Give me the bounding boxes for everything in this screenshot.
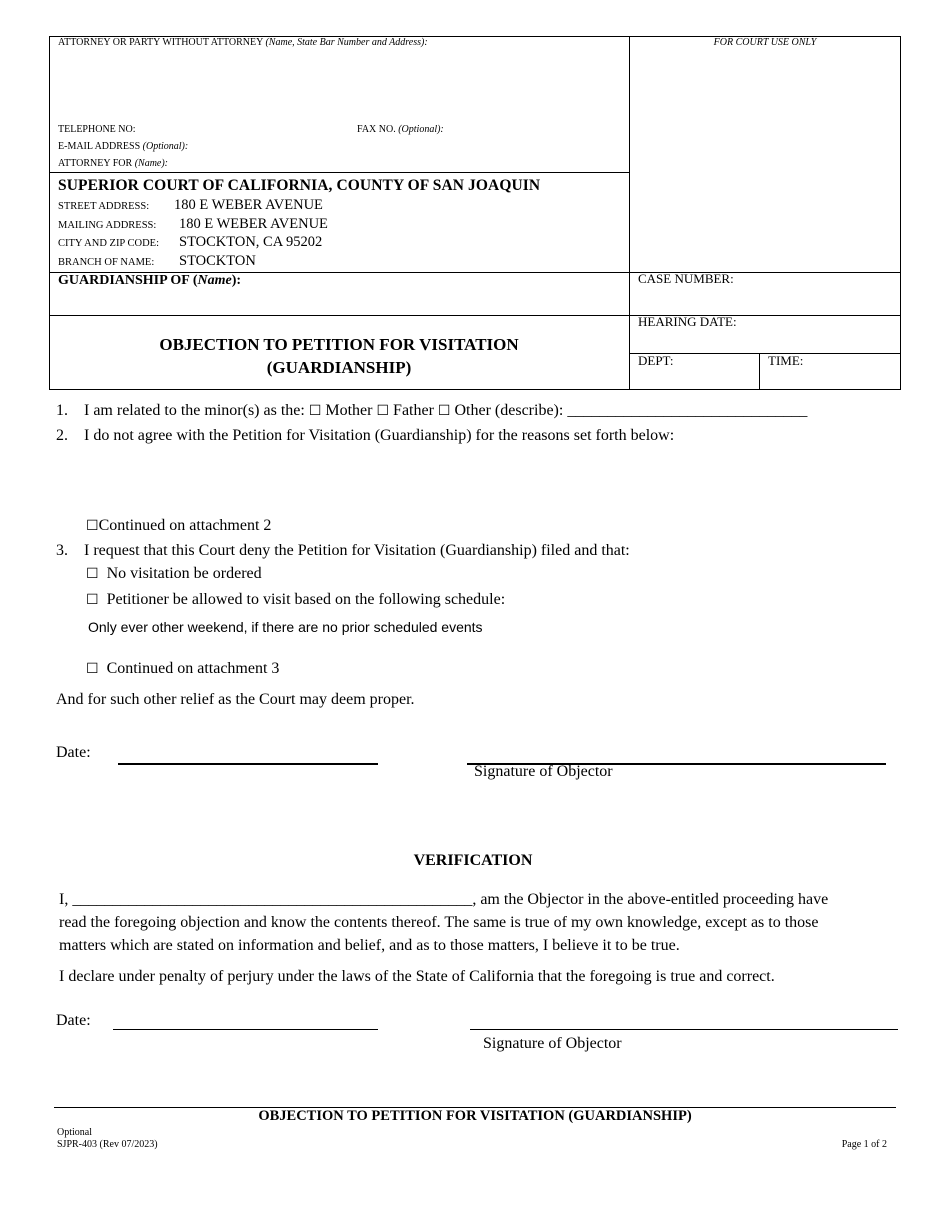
no-visitation-label: No visitation be ordered [106,565,262,582]
attachment-3-option [86,660,279,678]
father-label: Father [393,402,434,419]
item-2-number: 2. [56,427,68,444]
branch-value: STOCKTON [179,253,256,269]
attachment-3-checkbox[interactable]: ☐ [86,661,99,677]
item-2-text: I do not agree with the Petition for Visitation (Guardianship) for the reasons set forth below: [84,427,675,444]
footer-form-id: SJPR-403 (Rev 07/2023) [57,1139,158,1150]
attorney-divider [49,172,630,173]
street-label: STREET ADDRESS: [58,201,150,212]
document-title: OBJECTION TO PETITION FOR VISITATION (GUARDIANSHIP) [159,335,519,377]
branch-label: BRANCH OF NAME: [58,257,155,268]
schedule-label: Petitioner be allowed to visit based on the following schedule: [106,591,506,608]
no-visitation-checkbox[interactable]: ☐ [86,566,99,582]
other-label: Other (describe): [454,402,564,419]
attachment-2-checkbox[interactable]: ☐ [86,518,99,534]
mother-checkbox[interactable]: ☐ [308,403,322,419]
item-3-number: 3. [56,542,68,559]
city-label: CITY AND ZIP CODE: [58,238,160,249]
signature-field-2[interactable] [470,1029,898,1030]
footer-optional: Optional [57,1127,92,1138]
verification-line-3: matters which are stated on information and belief, and as to those matters, I believe it to be true. [59,937,680,954]
footer-page-number: Page 1 of 2 [841,1139,887,1150]
perjury-declaration: I declare under penalty of perjury under the laws of the State of California that the foregoing is true and correct. [59,968,775,985]
verification-line-2: read the foregoing objection and know the contents thereof. The same is true of my own knowledge, except as to those [59,914,819,931]
date-field-2[interactable] [113,1029,378,1030]
telephone-label: TELEPHONE NO: [58,124,136,135]
border-right [900,36,901,390]
guardianship-divider [49,315,901,316]
column-divider [629,36,630,390]
schedule-option [86,591,505,609]
signature-label-1: Signature of Objector [474,763,613,780]
date-label-2: Date: [56,1012,91,1029]
no-visitation-option [86,565,262,583]
court-name: SUPERIOR COURT OF CALIFORNIA, COUNTY OF SAN JOAQUIN [58,177,541,194]
signature-label-2: Signature of Objector [483,1035,622,1052]
item-3-text: I request that this Court deny the Petition for Visitation (Guardianship) filed and that: [84,542,630,559]
case-number-label: CASE NUMBER: [638,271,734,286]
mother-label: Mother [325,402,373,419]
caption-header [49,36,901,390]
dept-time-divider [759,353,760,390]
verification-line-1: I, __________________________________________________, am the Objector in the above-entitled proceeding have [59,891,829,908]
city-value: STOCKTON, CA 95202 [179,234,323,250]
mailing-value: 180 E WEBER AVENUE [179,216,328,232]
street-value: 180 E WEBER AVENUE [174,197,323,213]
other-checkbox[interactable]: ☐ [437,403,451,419]
email-label: E-MAIL ADDRESS (Optional): [58,141,189,152]
item-1-number: 1. [56,402,68,419]
attorney-for-label: ATTORNEY FOR (Name): [58,158,169,169]
hearing-date-label: HEARING DATE: [638,314,737,329]
mailing-label: MAILING ADDRESS: [58,220,157,231]
border-bottom [49,389,901,390]
schedule-value-field[interactable]: Only ever other weekend, if there are no prior scheduled events [88,619,483,635]
date-label-1: Date: [56,744,91,761]
attachment-2-option [86,517,271,535]
attachment-2-label: Continued on attachment 2 [98,517,272,534]
verification-heading: VERIFICATION [413,852,533,869]
item-1 [84,402,807,420]
dept-label: DEPT: [638,353,674,368]
other-describe-field[interactable]: ______________________________ [567,402,808,419]
guardianship-label: GUARDIANSHIP OF (Name): [58,273,242,288]
attachment-3-label: Continued on attachment 3 [106,660,280,677]
fax-label: FAX NO. (Optional): [357,124,444,135]
other-relief-text: And for such other relief as the Court may deem proper. [56,691,415,708]
father-checkbox[interactable]: ☐ [376,403,390,419]
footer-title: OBJECTION TO PETITION FOR VISITATION (GUARDIANSHIP) [258,1108,692,1124]
schedule-checkbox[interactable]: ☐ [86,592,99,608]
court-use-label: FOR COURT USE ONLY [713,37,817,48]
date-field-1[interactable] [118,763,378,765]
verification-paragraph [59,888,828,957]
time-label: TIME: [768,353,804,368]
item-1-text: I am related to the minor(s) as the: [84,402,305,419]
attorney-label: ATTORNEY OR PARTY WITHOUT ATTORNEY (Name, State Bar Number and Address): [58,37,428,48]
